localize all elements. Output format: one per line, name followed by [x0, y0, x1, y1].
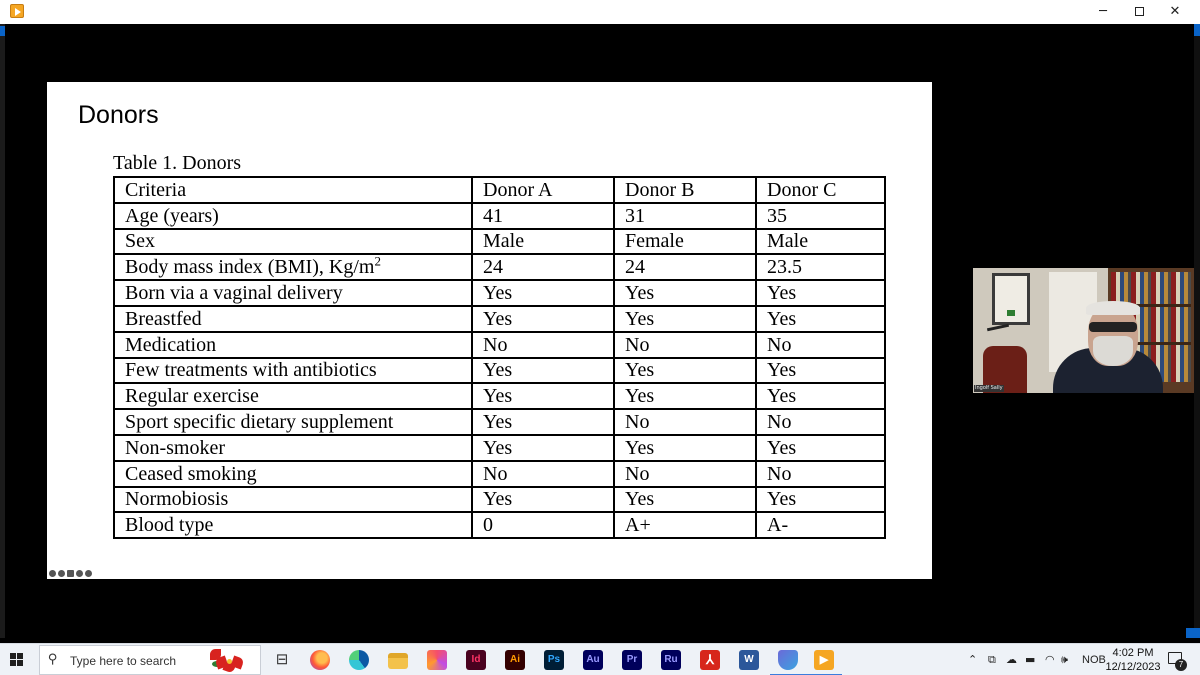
- acrobat-icon: ⅄: [700, 650, 720, 670]
- table-cell: Sex: [114, 229, 472, 255]
- shield-icon: [778, 650, 798, 670]
- edge-button[interactable]: [347, 648, 371, 672]
- photoshop-icon: Ps: [544, 650, 564, 670]
- left-edge: [0, 24, 5, 638]
- minimize-button[interactable]: ─: [1099, 4, 1107, 19]
- table-cell: Yes: [756, 487, 885, 513]
- header-cell: Donor A: [472, 177, 614, 203]
- battery-icon[interactable]: ▬: [1025, 653, 1036, 666]
- notification-badge: 7: [1175, 659, 1187, 671]
- premiere-rush-icon: Ru: [661, 650, 681, 670]
- table-cell: Yes: [472, 487, 614, 513]
- table-cell: Yes: [756, 280, 885, 306]
- table-row: [114, 487, 885, 513]
- search-icon: ⚲: [48, 652, 58, 667]
- acrobat-button[interactable]: [698, 648, 722, 672]
- table-row: [114, 409, 885, 435]
- table-cell: No: [614, 332, 756, 358]
- header-cell: Donor C: [756, 177, 885, 203]
- table-cell: 24: [472, 254, 614, 280]
- table-cell: Medication: [114, 332, 472, 358]
- previous-slide-icon[interactable]: [49, 570, 56, 577]
- taskbar-clock[interactable]: [1104, 646, 1162, 674]
- zoom-icon[interactable]: [76, 570, 83, 577]
- table-cell: 41: [472, 203, 614, 229]
- clock-time: 4:02 PM: [1112, 647, 1154, 659]
- table-cell: Female: [614, 229, 756, 255]
- table-cell: Breastfed: [114, 306, 472, 332]
- table-row: [114, 461, 885, 487]
- table-cell: No: [614, 461, 756, 487]
- table-cell: Male: [472, 229, 614, 255]
- table-cell: Age (years): [114, 203, 472, 229]
- illustrator-button[interactable]: [503, 648, 527, 672]
- word-icon: W: [739, 650, 759, 670]
- search-placeholder: Type here to search: [70, 654, 177, 668]
- firefox-icon: [310, 650, 330, 670]
- onedrive-icon[interactable]: ☁: [1006, 653, 1017, 666]
- right-edge: [1194, 24, 1200, 638]
- wifi-icon[interactable]: ◠: [1045, 653, 1055, 666]
- table-cell: Few treatments with antibiotics: [114, 358, 472, 384]
- word-button[interactable]: [737, 648, 761, 672]
- windows-taskbar: [0, 643, 1200, 675]
- table-row: [114, 512, 885, 538]
- header-cell: Donor B: [614, 177, 756, 203]
- table-row: [114, 306, 885, 332]
- folder-icon: [388, 653, 408, 669]
- participant-name-label: Ingolf Sally: [975, 385, 1003, 391]
- table-cell: 35: [756, 203, 885, 229]
- photoshop-button[interactable]: [542, 648, 566, 672]
- table-cell: Yes: [614, 383, 756, 409]
- indesign-button[interactable]: [464, 648, 488, 672]
- volume-icon[interactable]: 🕪: [1061, 653, 1068, 666]
- table-row: [114, 280, 885, 306]
- slide-controls: [49, 570, 94, 579]
- table-cell: No: [756, 409, 885, 435]
- clock-date: 12/12/2023: [1105, 661, 1161, 673]
- table-cell: Yes: [472, 409, 614, 435]
- table-row: [114, 435, 885, 461]
- vpn-button[interactable]: [776, 648, 800, 672]
- input-language[interactable]: NOB: [1082, 654, 1106, 666]
- table-cell: No: [472, 461, 614, 487]
- presentation-player-icon[interactable]: [10, 4, 24, 18]
- table-cell: Blood type: [114, 512, 472, 538]
- poinsettia-icon: [210, 649, 250, 673]
- table-cell: Yes: [614, 280, 756, 306]
- table-cell: Yes: [614, 435, 756, 461]
- audition-icon: Au: [583, 650, 603, 670]
- search-box[interactable]: [39, 645, 261, 675]
- premiere-button[interactable]: [620, 648, 644, 672]
- file-explorer-button[interactable]: [386, 648, 410, 672]
- table-cell: Born via a vaginal delivery: [114, 280, 472, 306]
- table-cell: Yes: [614, 306, 756, 332]
- table-cell: 23.5: [756, 254, 885, 280]
- table-cell: Yes: [756, 383, 885, 409]
- table-cell: Regular exercise: [114, 383, 472, 409]
- creative-cloud-icon: [427, 650, 447, 670]
- task-view-button[interactable]: [270, 648, 294, 672]
- table-cell: Normobiosis: [114, 487, 472, 513]
- table-cell: 0: [472, 512, 614, 538]
- table-cell: Yes: [472, 383, 614, 409]
- table-cell: Yes: [472, 280, 614, 306]
- table-cell: No: [756, 461, 885, 487]
- table-cell: 24: [614, 254, 756, 280]
- show-hidden-icons-button[interactable]: ⌃: [968, 653, 978, 666]
- table-header-row: [114, 177, 885, 203]
- illustrator-icon: Ai: [505, 650, 525, 670]
- close-button[interactable]: ✕: [1169, 4, 1181, 19]
- premiere-rush-button[interactable]: [659, 648, 683, 672]
- header-cell: Criteria: [114, 177, 472, 203]
- table-cell: Yes: [614, 487, 756, 513]
- presentation-slide: [47, 82, 932, 579]
- table-cell: [114, 254, 472, 280]
- table-cell: Male: [756, 229, 885, 255]
- more-options-icon[interactable]: [85, 570, 92, 577]
- task-view-icon: ⊟: [275, 651, 289, 668]
- slide-title: Donors: [78, 101, 159, 129]
- window-title-bar: [0, 0, 1200, 24]
- slide-grid-icon[interactable]: [67, 570, 74, 577]
- creative-cloud-button[interactable]: [425, 648, 449, 672]
- bmi-superscript: 2: [374, 253, 381, 269]
- edge-icon: [349, 650, 369, 670]
- table-cell: Non-smoker: [114, 435, 472, 461]
- table-cell: A+: [614, 512, 756, 538]
- presentation-player-taskbar-icon: ▶: [814, 650, 834, 670]
- table-row: [114, 383, 885, 409]
- premiere-icon: Pr: [622, 650, 642, 670]
- table-cell: Yes: [756, 358, 885, 384]
- donors-table: [113, 176, 886, 539]
- audition-button[interactable]: [581, 648, 605, 672]
- table-row: [114, 358, 885, 384]
- table-cell: Sport specific dietary supplement: [114, 409, 472, 435]
- start-button[interactable]: [10, 653, 24, 667]
- table-row: [114, 254, 885, 280]
- table-row: [114, 332, 885, 358]
- table-row: [114, 229, 885, 255]
- table-cell: 31: [614, 203, 756, 229]
- table-cell: No: [614, 409, 756, 435]
- bmi-label: Body mass index (BMI), Kg/m: [125, 256, 375, 279]
- pen-icon[interactable]: [58, 570, 65, 577]
- table-caption: Table 1. Donors: [113, 152, 242, 174]
- table-cell: A-: [756, 512, 885, 538]
- table-cell: Yes: [472, 306, 614, 332]
- table-cell: Ceased smoking: [114, 461, 472, 487]
- table-cell: Yes: [756, 306, 885, 332]
- maximize-button[interactable]: [1121, 0, 1157, 24]
- table-cell: No: [756, 332, 885, 358]
- table-cell: Yes: [614, 358, 756, 384]
- maximize-icon: [1135, 7, 1144, 16]
- webcam-video: [973, 268, 1194, 393]
- table-cell: Yes: [756, 435, 885, 461]
- table-row: [114, 203, 885, 229]
- table-cell: No: [472, 332, 614, 358]
- table-cell: Yes: [472, 358, 614, 384]
- corner-marker: [1186, 628, 1200, 638]
- device-icon[interactable]: ⧉: [988, 653, 996, 666]
- indesign-icon: Id: [466, 650, 486, 670]
- table-cell: Yes: [472, 435, 614, 461]
- firefox-button[interactable]: [308, 648, 332, 672]
- presentation-player-button[interactable]: [812, 648, 836, 672]
